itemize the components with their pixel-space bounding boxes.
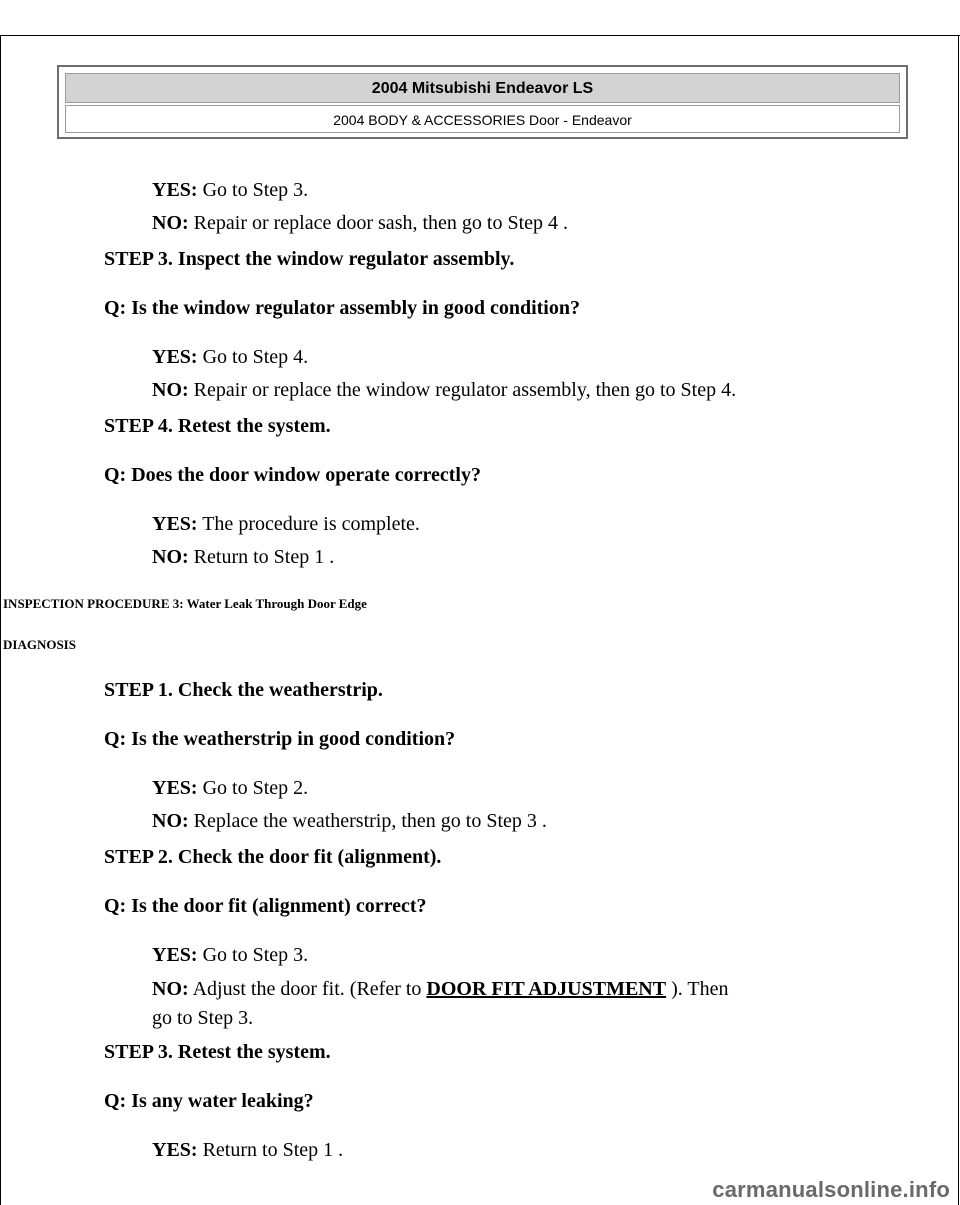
watermark: carmanualsonline.info: [712, 1177, 950, 1202]
procedure3-title: INSPECTION PROCEDURE 3: Water Leak Through Door Edge: [3, 596, 367, 611]
page-border-right: [958, 35, 959, 1205]
p3-step3-title: STEP 3. Retest the system.: [104, 1041, 331, 1063]
p3-step3-yes-text: Return to Step 1 .: [202, 1139, 344, 1161]
p3-step1-yes-text: Go to Step 2.: [202, 777, 309, 799]
diagnosis-heading: DIAGNOSIS: [3, 637, 76, 652]
p3-step1-question: Q: Is the weatherstrip in good condition?: [104, 728, 456, 750]
yes-label: YES:: [152, 346, 198, 368]
document-header: [57, 65, 908, 139]
step4-yes-text: The procedure is complete.: [202, 513, 420, 535]
step2-no-line: [152, 211, 568, 235]
p3-step1-no-text: Replace the weatherstrip, then go to Step 3 .: [193, 810, 547, 832]
step3-yes-line: [152, 345, 308, 369]
yes-label: YES:: [152, 179, 198, 201]
step2-yes-line: [152, 178, 308, 202]
step3-title: STEP 3. Inspect the window regulator assembly.: [104, 248, 515, 270]
p3-step1-title: STEP 1. Check the weatherstrip.: [104, 679, 383, 701]
step4-question: Q: Does the door window operate correctly?: [104, 464, 481, 486]
header-title: 2004 Mitsubishi Endeavor LS: [65, 73, 900, 103]
p3-step2-no-text: Adjust the door fit. (Refer to: [192, 978, 422, 1000]
page-border-top: [0, 35, 960, 36]
p3-step2-yes-text: Go to Step 3.: [202, 944, 309, 966]
no-label: NO:: [152, 212, 189, 234]
yes-label: YES:: [152, 513, 198, 535]
page-border-left: [0, 35, 1, 1205]
step2-no-text: Repair or replace door sash, then go to Step 4 .: [193, 212, 569, 234]
p3-step2-no-text-after: ). Then: [671, 978, 729, 1000]
step4-title: STEP 4. Retest the system.: [104, 415, 331, 437]
p3-step2-no-line: [152, 977, 729, 1001]
step4-yes-line: [152, 512, 420, 536]
step3-no-line: [152, 378, 736, 402]
p3-step3-question: Q: Is any water leaking?: [104, 1090, 314, 1112]
no-label: NO:: [152, 978, 189, 1000]
p3-step2-no-continuation: go to Step 3.: [152, 1007, 254, 1029]
p3-step2-title: STEP 2. Check the door fit (alignment).: [104, 846, 442, 868]
p3-step1-no-line: [152, 809, 547, 833]
p3-step2-yes-line: [152, 943, 308, 967]
yes-label: YES:: [152, 1139, 198, 1161]
no-label: NO:: [152, 379, 189, 401]
p3-step1-yes-line: [152, 776, 308, 800]
p3-step3-yes-line: [152, 1138, 343, 1162]
header-subtitle: 2004 BODY & ACCESSORIES Door - Endeavor: [65, 105, 900, 133]
step3-question: Q: Is the window regulator assembly in good condition?: [104, 297, 580, 319]
no-label: NO:: [152, 546, 189, 568]
step4-no-text: Return to Step 1 .: [193, 546, 335, 568]
door-fit-adjustment-link[interactable]: DOOR FIT ADJUSTMENT: [426, 978, 667, 1000]
step2-yes-text: Go to Step 3.: [202, 179, 309, 201]
step4-no-line: [152, 545, 334, 569]
yes-label: YES:: [152, 777, 198, 799]
no-label: NO:: [152, 810, 189, 832]
yes-label: YES:: [152, 944, 198, 966]
step3-no-text: Repair or replace the window regulator assembly, then go to Step 4.: [193, 379, 737, 401]
step3-yes-text: Go to Step 4.: [202, 346, 309, 368]
p3-step2-question: Q: Is the door fit (alignment) correct?: [104, 895, 427, 917]
